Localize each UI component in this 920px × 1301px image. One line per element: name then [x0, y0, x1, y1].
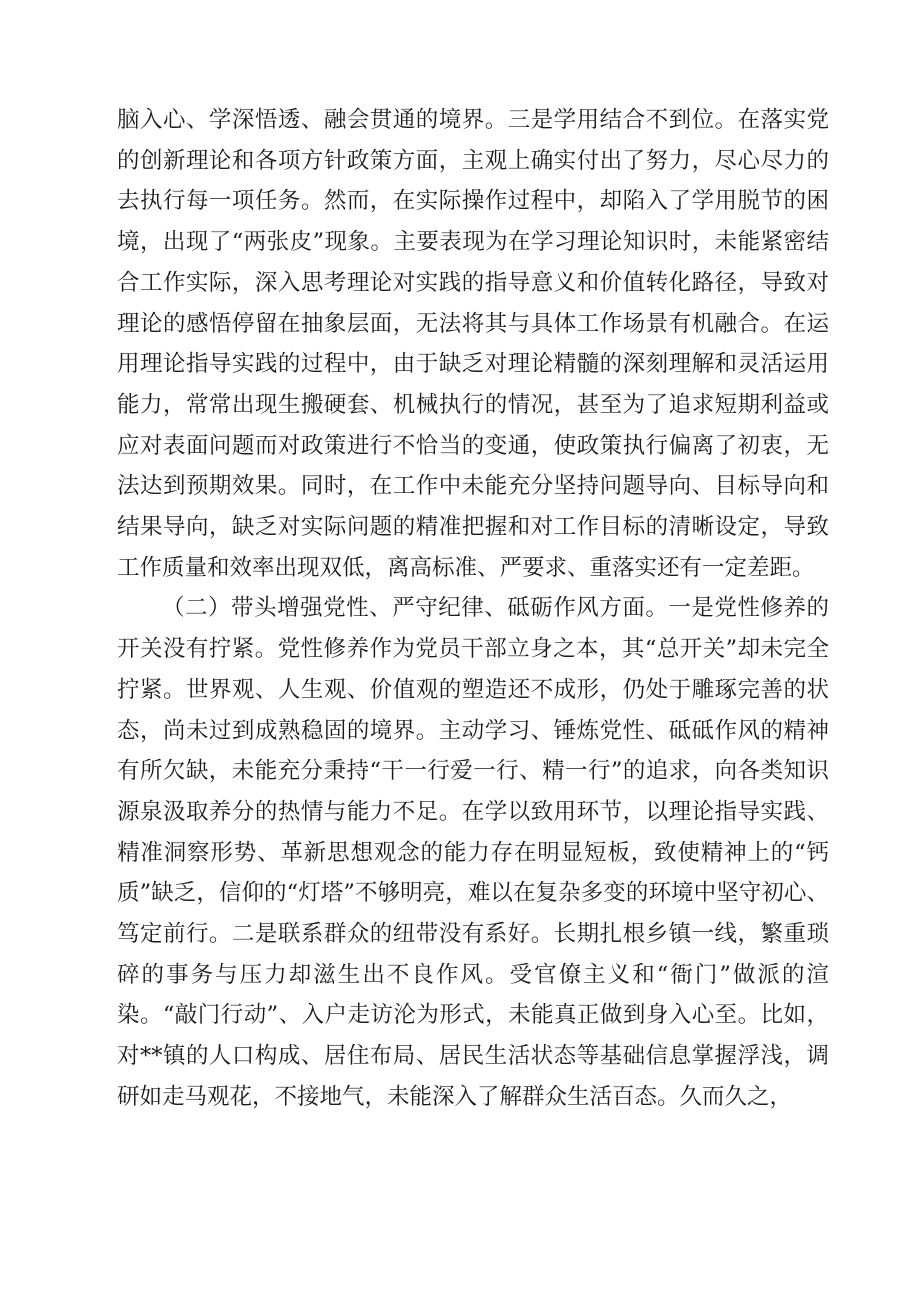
- document-body: [117, 100, 829, 1118]
- paragraph-2: （二）带头增强党性、严守纪律、砥砺作风方面。一是党性修养的开关没有拧紧。党性修养作为党员干部立身之本，其“总开关”却未完全拧紧。世界观、人生观、价值观的塑造还不成形，仍处于雕琢完善的状态，尚未过到成熟稳固的境界。主动学习、锤炼党性、砥砥作风的精神有所欠缺，未能充分秉持“干一行爱一行、精一行”的追求，向各类知识源泉汲取养分的热情与能力不足。在学以致用环节，以理论指导实践、精准洞察形势、革新思想观念的能力存在明显短板，致使精神上的“钙质”缺乏，信仰的“灯塔”不够明亮，难以在复杂多变的环境中坚守初心、笃定前行。二是联系群众的纽带没有系好。长期扎根乡镇一线，繁重琐碎的事务与压力却滋生出不良作风。受官僚主义和“衙门”做派的渲染。“敲门行动”、入户走访沦为形式，未能真正做到身入心至。比如，对**镇的人口构成、居住布局、居民生活状态等基础信息掌握浮浅，调研如走马观花，不接地气，未能深入了解群众生活百态。久而久之，: [117, 595, 829, 1110]
- paragraph-1: 脑入心、学深悟透、融会贯通的境界。三是学用结合不到位。在落实党的创新理论和各项方针政策方面，主观上确实付出了努力，尽心尽力的去执行每一项任务。然而，在实际操作过程中，却陷入了学用脱节的困境，出现了“两张皮”现象。主要表现为在学习理论知识时，未能紧密结合工作实际，深入思考理论对实践的指导意义和价值转化路径，导致对理论的感悟停留在抽象层面，无法将其与具体工作场景有机融合。在运用理论指导实践的过程中，由于缺乏对理论精髓的深刻理解和灵活运用能力，常常出现生搬硬套、机械执行的情况，甚至为了追求短期利益或应对表面问题而对政策进行不恰当的变通，使政策执行偏离了初衷，无法达到预期效果。同时，在工作中未能充分坚持问题导向、目标导向和结果导向，缺乏对实际问题的精准把握和对工作目标的清晰设定，导致工作质量和效率出现双低，离高标准、严要求、重落实还有一定差距。: [117, 107, 829, 581]
